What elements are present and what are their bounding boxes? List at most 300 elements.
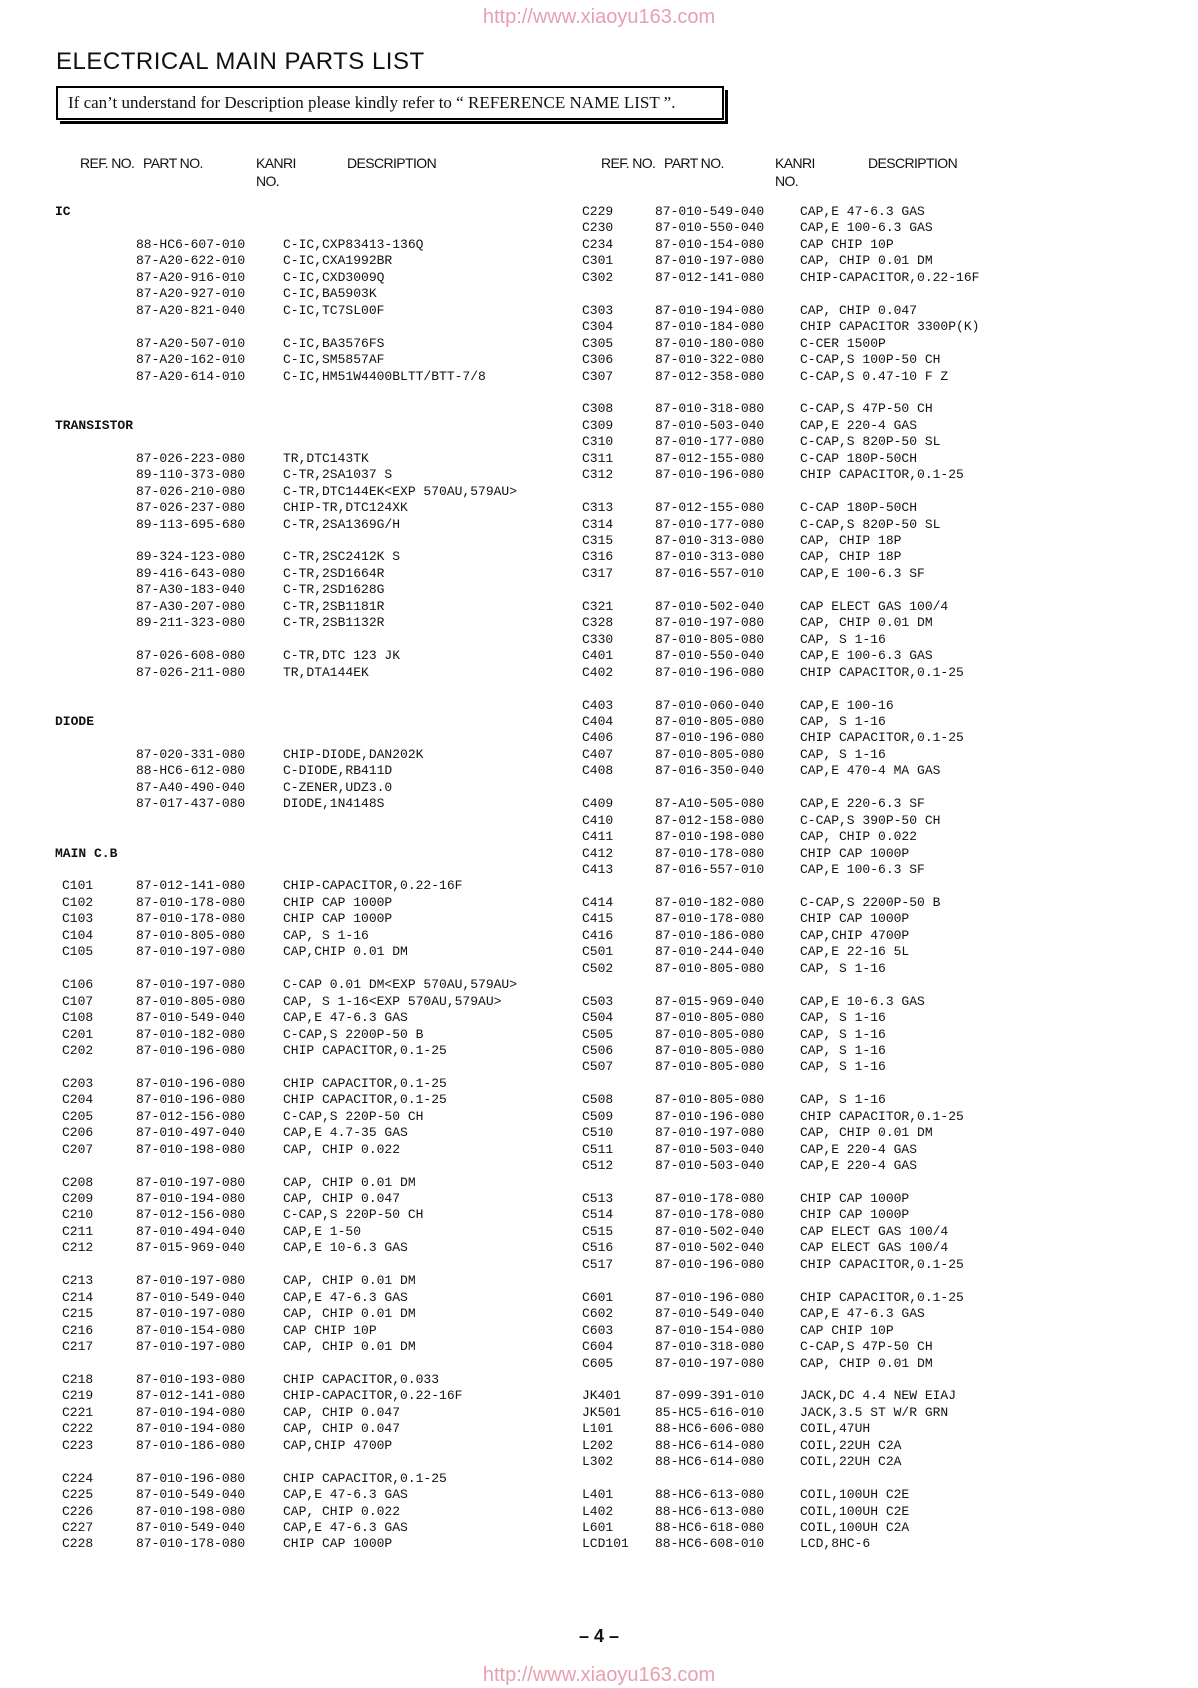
part-no-cell: 87-010-549-040 [136,1289,246,1305]
part-no-cell: 87-010-805-080 [655,631,765,647]
part-no-cell: 87-010-322-080 [655,352,765,368]
ref-no-cell: C512 [582,1158,614,1174]
part-no-cell: 87-010-497-040 [136,1125,246,1141]
description-cell: C-CAP,S 820P-50 SL [800,516,941,532]
part-no-cell: 87-016-350-040 [655,763,765,779]
ref-no-cell: C407 [582,746,614,762]
description-cell: C-CAP,S 820P-50 SL [800,434,941,450]
ref-no-cell: C205 [62,1108,94,1124]
description-cell: C-TR,2SB1181R [283,598,385,614]
part-no-cell: 88-HC6-613-080 [655,1487,765,1503]
part-no-cell: 87-012-158-080 [655,812,765,828]
part-no-cell: 87-010-805-080 [655,1092,765,1108]
ref-no-cell: C410 [582,812,614,828]
ref-no-cell: C216 [62,1322,94,1338]
description-cell: C-CAP 180P-50CH [800,500,918,516]
description-cell: CHIP CAPACITOR,0.1-25 [800,730,964,746]
part-no-cell: 88-HC6-613-080 [655,1503,765,1519]
part-no-cell: 87-015-969-040 [136,1240,246,1256]
part-no-cell: 87-A30-207-080 [136,598,246,614]
ref-no-cell: C214 [62,1289,94,1305]
description-cell: CAP, S 1-16 [800,1010,886,1026]
description-cell: C-CAP,S 220P-50 CH [283,1108,424,1124]
part-no-cell: 87-010-198-080 [136,1141,246,1157]
ref-no-cell: C328 [582,615,614,631]
part-no-cell: 87-010-197-080 [655,1355,765,1371]
description-cell: CAP, CHIP 0.01 DM [800,253,933,269]
part-no-cell: 87-010-196-080 [655,730,765,746]
part-no-cell: 87-010-178-080 [655,911,765,927]
ref-no-cell: C315 [582,533,614,548]
ref-no-cell: C311 [582,450,614,466]
description-cell: TR,DTC143TK [283,450,369,466]
part-no-cell: 87-A20-162-010 [136,352,246,368]
part-no-cell: 87-010-196-080 [136,1042,246,1058]
part-no-cell: 89-110-373-080 [136,467,246,483]
description-cell: CAP,E 22-16 5L [800,944,910,960]
description-cell: CAP, CHIP 0.047 [800,302,918,318]
description-cell: CAP, S 1-16 [800,631,886,647]
ref-no-cell: C301 [582,253,614,269]
description-cell: JACK,3.5 ST W/R GRN [800,1404,949,1420]
ref-no-cell: C413 [582,862,614,877]
description-cell: CAP,E 220-4 GAS [800,417,918,433]
ref-no-cell: C414 [582,894,614,910]
ref-no-cell: C402 [582,664,614,680]
ref-no-cell: C106 [62,977,94,993]
ref-no-cell: C108 [62,1010,94,1026]
description-cell: CAP,E 100-6.3 SF [800,862,925,877]
page-number: – 4 – [578,1626,620,1646]
description-cell: C-CAP,S 2200P-50 B [800,894,941,910]
description-cell: CAP, CHIP 0.01 DM [800,1355,933,1371]
description-cell: CAP, CHIP 0.01 DM [800,1125,933,1141]
part-no-cell: 88-HC6-612-080 [136,763,246,779]
part-no-cell: 87-010-178-080 [136,911,246,927]
part-no-cell: 87-010-196-080 [655,664,765,680]
ref-no-cell: C511 [582,1141,614,1157]
part-no-cell: 87-010-197-080 [136,977,246,993]
part-no-cell: 87-010-196-080 [136,1092,246,1108]
description-cell: COIL,47UH [800,1421,871,1437]
part-no-cell: 87-010-196-080 [655,1289,765,1305]
description-cell: CHIP CAP 1000P [283,1536,393,1552]
part-no-cell: 87-010-184-080 [655,319,765,335]
description-cell: C-CAP,S 220P-50 CH [283,1207,424,1223]
ref-no-cell: C510 [582,1125,614,1141]
description-cell: CAP,E 220-4 GAS [800,1158,918,1174]
part-no-cell: 87-010-197-080 [655,253,765,269]
part-no-cell: 87-010-197-080 [136,1174,246,1190]
description-cell: CHIP CAPACITOR,0.1-25 [283,1092,447,1108]
part-no-cell: 88-HC6-606-080 [655,1421,765,1437]
ref-no-cell: C217 [62,1339,94,1355]
description-cell: CAP,E 470-4 MA GAS [800,763,941,779]
section-heading: IC [55,204,71,219]
part-no-cell: 87-017-437-080 [136,796,246,812]
part-no-cell: 87-A20-622-010 [136,253,246,269]
description-cell: JACK,DC 4.4 NEW EIAJ [800,1388,957,1404]
ref-no-cell: C330 [582,631,614,647]
description-cell: CAP CHIP 10P [800,1322,894,1338]
ref-no-cell: C211 [62,1223,94,1239]
description-cell: CAP,E 100-6.3 GAS [800,220,933,236]
part-no-cell: 87-010-178-080 [136,894,246,910]
description-cell: C-ZENER,UDZ3.0 [283,779,393,795]
description-cell: CHIP CAPACITOR,0.1-25 [800,1108,964,1124]
description-cell: COIL,100UH C2E [800,1487,910,1503]
ref-no-cell: L101 [582,1421,614,1437]
part-no-cell: 87-010-549-040 [136,1487,246,1503]
part-no-cell: 87-010-318-080 [655,1339,765,1355]
description-cell: CAP,E 100-16 [800,697,894,713]
ref-no-cell: C307 [582,368,614,384]
description-cell: CHIP CAPACITOR,0.1-25 [800,1289,964,1305]
ref-no-cell: C504 [582,1010,614,1026]
description-cell: CAP, CHIP 0.022 [283,1503,401,1519]
right-header-part: PART NO. [664,155,724,171]
ref-no-cell: C207 [62,1141,94,1157]
description-cell: CHIP CAPACITOR,0.1-25 [283,1075,447,1091]
part-no-cell: 87-010-197-080 [136,944,246,960]
part-no-cell: 87-010-154-080 [655,1322,765,1338]
ref-no-cell: C412 [582,845,614,861]
description-cell: CHIP CAP 1000P [283,894,393,910]
part-no-cell: 87-012-155-080 [655,450,765,466]
description-cell: CHIP-CAPACITOR,0.22-16F [283,1388,463,1404]
description-cell: CAP, S 1-16 [800,1092,886,1108]
description-cell: CHIP CAPACITOR 3300P(K) [800,319,980,335]
description-cell: CAP, CHIP 18P [800,549,902,565]
section-heading: MAIN C.B [55,845,118,861]
description-cell: COIL,100UH C2A [800,1520,910,1535]
ref-no-cell: C516 [582,1240,614,1256]
part-no-cell: 87-010-503-040 [655,417,765,433]
part-no-cell: 87-010-549-040 [655,1306,765,1322]
part-no-cell: 87-010-502-040 [655,1223,765,1239]
ref-no-cell: JK401 [582,1388,622,1404]
part-no-cell: 87-A20-821-040 [136,302,246,318]
description-cell: LCD,8HC-6 [800,1536,871,1552]
description-cell: C-TR,2SB1132R [283,615,385,631]
description-cell: C-TR,DTC 123 JK [283,648,401,664]
description-cell: CAP,E 100-6.3 GAS [800,648,933,664]
part-no-cell: 87-010-194-080 [136,1191,246,1206]
part-no-cell: 87-010-178-080 [655,1207,765,1223]
part-no-cell: 87-010-177-080 [655,516,765,532]
part-no-cell: 87-010-196-080 [655,1256,765,1272]
ref-no-cell: C201 [62,1026,94,1042]
part-no-cell: 87-010-178-080 [136,1536,246,1552]
part-no-cell: 87-099-391-010 [655,1388,765,1404]
ref-no-cell: C223 [62,1437,94,1453]
ref-no-cell: C202 [62,1042,94,1058]
ref-no-cell: LCD101 [582,1536,629,1552]
ref-no-cell: C601 [582,1289,614,1305]
right-header-kanri: KANRI [775,155,815,171]
part-no-cell: 87-010-805-080 [136,993,246,1009]
ref-no-cell: C221 [62,1404,94,1420]
description-cell: CHIP CAP 1000P [283,911,393,927]
description-cell: CAP, CHIP 0.022 [283,1141,401,1157]
source-url-top: http://www.xiaoyu163.com [482,6,716,28]
description-cell: CHIP CAPACITOR,0.1-25 [800,467,964,483]
description-cell: C-CER 1500P [800,335,886,351]
ref-no-cell: C514 [582,1207,614,1223]
description-cell: CAP, S 1-16<EXP 570AU,579AU> [283,993,502,1009]
part-no-cell: 87-010-193-080 [136,1371,246,1387]
ref-no-cell: C502 [582,960,614,976]
ref-no-cell: C309 [582,417,614,433]
ref-no-cell: C505 [582,1026,614,1042]
part-no-cell: 87-026-608-080 [136,648,246,664]
part-no-cell: 88-HC6-614-080 [655,1454,765,1470]
ref-no-cell: C508 [582,1092,614,1108]
description-cell: CAP, CHIP 0.01 DM [283,1174,416,1190]
part-no-cell: 87-010-549-040 [655,204,765,219]
part-no-cell: 87-010-805-080 [655,1026,765,1042]
left-header-desc: DESCRIPTION [347,155,437,171]
description-cell: C-TR,2SA1369G/H [283,516,401,532]
description-cell: C-CAP,S 100P-50 CH [800,352,941,368]
part-no-cell: 87-010-503-040 [655,1158,765,1174]
ref-no-cell: C303 [582,302,614,318]
ref-no-cell: C227 [62,1520,94,1535]
ref-no-cell: C206 [62,1125,94,1141]
description-cell: C-IC,BA3576FS [283,335,385,351]
part-no-cell: 87-010-197-080 [136,1339,246,1355]
part-no-cell: 87-012-141-080 [136,1388,246,1404]
ref-no-cell: C102 [62,894,94,910]
description-cell: CAP ELECT GAS 100/4 [800,1240,949,1256]
part-no-cell: 87-010-197-080 [136,1306,246,1322]
part-no-cell: 87-A30-183-040 [136,582,246,598]
description-cell: C-CAP 0.01 DM<EXP 570AU,579AU> [283,977,518,993]
description-cell: C-CAP,S 2200P-50 B [283,1026,424,1042]
description-cell: CHIP CAPACITOR,0.1-25 [800,1256,964,1272]
right-header-kanri-no: NO. [775,173,799,189]
part-no-cell: 87-010-805-080 [655,746,765,762]
ref-no-cell: C503 [582,993,614,1009]
part-no-cell: 87-010-549-040 [136,1010,246,1026]
description-cell: C-CAP,S 47P-50 CH [800,401,933,417]
part-no-cell: 87-010-198-080 [136,1503,246,1519]
description-cell: CHIP CAPACITOR,0.033 [283,1371,440,1387]
description-cell: CAP, S 1-16 [800,1026,886,1042]
ref-no-cell: C230 [582,220,614,236]
part-no-cell: 87-A20-507-010 [136,335,246,351]
source-url-bottom: http://www.xiaoyu163.com [482,1664,716,1686]
ref-no-cell: C222 [62,1421,94,1437]
ref-no-cell: L401 [582,1487,614,1503]
ref-no-cell: C604 [582,1339,614,1355]
ref-no-cell: C302 [582,269,614,285]
description-cell: C-IC,CXP83413-136Q [283,236,424,252]
section-heading: TRANSISTOR [55,417,134,433]
part-no-cell: 87-026-223-080 [136,450,246,466]
description-cell: CAP, S 1-16 [800,1059,886,1075]
ref-no-cell: C209 [62,1191,94,1206]
description-cell: CAP,E 47-6.3 GAS [283,1289,408,1305]
description-cell: TR,DTA144EK [283,664,369,680]
ref-no-cell: C229 [582,204,614,219]
part-no-cell: 87-010-244-040 [655,944,765,960]
description-cell: CAP ELECT GAS 100/4 [800,1223,949,1239]
part-no-cell: 87-016-557-010 [655,862,765,877]
description-cell: CHIP CAP 1000P [800,911,910,927]
ref-no-cell: JK501 [582,1404,622,1420]
description-cell: C-DIODE,RB411D [283,763,393,779]
part-no-cell: 87-010-194-080 [136,1404,246,1420]
description-cell: CAP,CHIP 4700P [800,927,910,943]
notice-box: If can’t understand for Description please kindly refer to “ REFERENCE NAME LIST ”. [56,86,724,120]
ref-no-cell: C234 [582,236,614,252]
part-no-cell: 87-010-805-080 [655,1010,765,1026]
ref-no-cell: L302 [582,1454,614,1470]
part-no-cell: 87-010-186-080 [136,1437,246,1453]
description-cell: CAP,E 220-6.3 SF [800,796,925,812]
ref-no-cell: C409 [582,796,614,812]
ref-no-cell: C313 [582,500,614,516]
left-header-part: PART NO. [143,155,203,171]
part-no-cell: 87-010-182-080 [136,1026,246,1042]
description-cell: CAP,CHIP 4700P [283,1437,393,1453]
part-no-cell: 87-010-196-080 [655,1108,765,1124]
ref-no-cell: C605 [582,1355,614,1371]
ref-no-cell: C406 [582,730,614,746]
ref-no-cell: C219 [62,1388,94,1404]
part-no-cell: 87-010-805-080 [655,1042,765,1058]
part-no-cell: 87-010-182-080 [655,894,765,910]
part-no-cell: 87-010-805-080 [655,1059,765,1075]
ref-no-cell: C411 [582,829,614,845]
ref-no-cell: C506 [582,1042,614,1058]
part-no-cell: 87-012-156-080 [136,1108,246,1124]
description-cell: CAP, S 1-16 [283,927,369,943]
part-no-cell: 87-A20-916-010 [136,269,246,285]
part-no-cell: 87-A10-505-080 [655,796,765,812]
part-no-cell: 88-HC6-607-010 [136,236,246,252]
description-cell: COIL,22UH C2A [800,1437,902,1453]
part-no-cell: 87-010-502-040 [655,1240,765,1256]
part-no-cell: 87-010-805-080 [655,713,765,729]
description-cell: CAP,E 47-6.3 GAS [283,1010,408,1026]
description-cell: DIODE,1N4148S [283,796,385,812]
part-no-cell: 87-012-141-080 [655,269,765,285]
ref-no-cell: C517 [582,1256,614,1272]
description-cell: C-TR,2SD1628G [283,582,385,598]
description-cell: CAP, CHIP 0.047 [283,1191,401,1206]
part-no-cell: 87-010-196-080 [136,1075,246,1091]
part-no-cell: 87-010-177-080 [655,434,765,450]
description-cell: C-IC,TC7SL00F [283,302,385,318]
ref-no-cell: C104 [62,927,94,943]
part-no-cell: 87-010-154-080 [136,1322,246,1338]
part-no-cell: 88-HC6-614-080 [655,1437,765,1453]
ref-no-cell: C213 [62,1273,94,1289]
description-cell: CAP, CHIP 0.022 [800,829,918,845]
ref-no-cell: C602 [582,1306,614,1322]
description-cell: CAP, CHIP 18P [800,533,902,548]
ref-no-cell: C225 [62,1487,94,1503]
description-cell: COIL,22UH C2A [800,1454,902,1470]
ref-no-cell: C215 [62,1306,94,1322]
description-cell: CAP, S 1-16 [800,1042,886,1058]
ref-no-cell: L202 [582,1437,614,1453]
description-cell: CAP,E 47-6.3 GAS [800,1306,925,1322]
part-no-cell: 87-010-178-080 [655,845,765,861]
part-no-cell: 87-010-196-080 [655,467,765,483]
description-cell: CHIP CAP 1000P [800,845,910,861]
ref-no-cell: C416 [582,927,614,943]
part-no-cell: 87-026-211-080 [136,664,246,680]
part-no-cell: 87-010-313-080 [655,533,765,548]
ref-no-cell: C203 [62,1075,94,1091]
description-cell: CAP CHIP 10P [283,1322,377,1338]
part-no-cell: 87-010-197-080 [655,615,765,631]
part-no-cell: 87-010-198-080 [655,829,765,845]
part-no-cell: 87-026-210-080 [136,483,246,499]
part-no-cell: 87-010-060-040 [655,697,765,713]
description-cell: C-IC,CXA1992BR [283,253,393,269]
part-no-cell: 87-010-318-080 [655,401,765,417]
ref-no-cell: C204 [62,1092,94,1108]
description-cell: CHIP CAPACITOR,0.1-25 [800,664,964,680]
description-cell: C-IC,CXD3009Q [283,269,385,285]
ref-no-cell: C312 [582,467,614,483]
description-cell: C-CAP,S 0.47-10 F Z [800,368,949,384]
part-no-cell: 87-010-186-080 [655,927,765,943]
part-no-cell: 87-A20-614-010 [136,368,246,384]
ref-no-cell: C515 [582,1223,614,1239]
description-cell: CHIP-DIODE,DAN202K [283,746,424,762]
part-no-cell: 87-010-197-080 [655,1125,765,1141]
ref-no-cell: C404 [582,713,614,729]
ref-no-cell: L601 [582,1520,614,1535]
part-no-cell: 89-113-695-680 [136,516,246,532]
part-no-cell: 87-010-502-040 [655,598,765,614]
part-no-cell: 87-010-178-080 [655,1191,765,1206]
ref-no-cell: C408 [582,763,614,779]
description-cell: CAP,E 47-6.3 GAS [283,1520,408,1535]
part-no-cell: 87-010-550-040 [655,648,765,664]
section-heading: DIODE [55,713,95,729]
ref-no-cell: C501 [582,944,614,960]
part-no-cell: 87-012-141-080 [136,878,246,894]
description-cell: CAP,E 47-6.3 GAS [800,204,925,219]
ref-no-cell: C306 [582,352,614,368]
description-cell: C-CAP 180P-50CH [800,450,918,466]
part-no-cell: 87-010-805-080 [136,927,246,943]
ref-no-cell: C305 [582,335,614,351]
description-cell: CHIP CAPACITOR,0.1-25 [283,1042,447,1058]
part-no-cell: 87-010-550-040 [655,220,765,236]
description-cell: C-TR,2SC2412K S [283,549,401,565]
part-no-cell: 89-416-643-080 [136,565,246,581]
part-no-cell: 87-010-194-080 [655,302,765,318]
part-no-cell: 89-324-123-080 [136,549,246,565]
description-cell: CAP,E 220-4 GAS [800,1141,918,1157]
description-cell: COIL,100UH C2E [800,1503,910,1519]
description-cell: C-CAP,S 390P-50 CH [800,812,941,828]
ref-no-cell: C415 [582,911,614,927]
part-no-cell: 87-010-154-080 [655,236,765,252]
ref-no-cell: C101 [62,878,94,894]
ref-no-cell: C513 [582,1191,614,1206]
ref-no-cell: C228 [62,1536,94,1552]
ref-no-cell: C509 [582,1108,614,1124]
ref-no-cell: C103 [62,911,94,927]
